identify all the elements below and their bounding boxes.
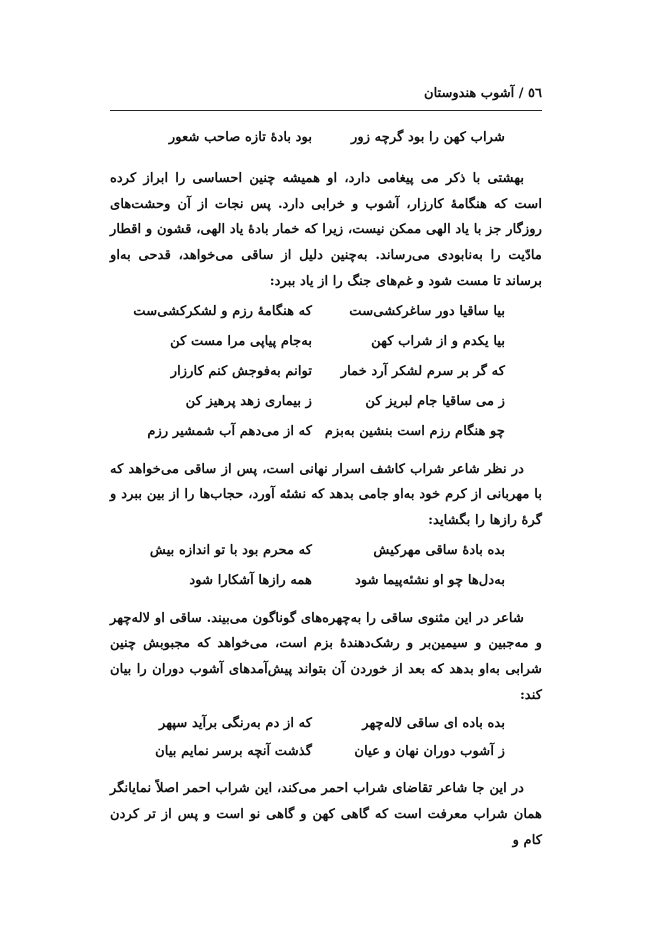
page-body (110, 122, 542, 854)
couplet (110, 566, 542, 596)
couplet (110, 327, 542, 357)
couplet (110, 536, 542, 566)
hemistich-second: بود بادهٔ تازه صاحب شعور (168, 130, 312, 145)
hemistich-second: ز بیماری زهد پرهیز کن (185, 393, 312, 409)
paragraph: در این جا شاعر تقاضای شراب احمر می‌کند، این شراب احمر اصلاً نمایانگر همان شراب معرفت است که گاهی کهن و گاهی نو است و پس از تر کردن کام و (110, 781, 542, 848)
running-header: ٥٦ / آشوب هندوستان (424, 86, 542, 101)
hemistich-first: به‌دل‌ها چو او نشئه‌پیما شود (354, 572, 505, 588)
paragraph: شاعر در این مثنوی ساقی را به‌چهره‌های گوناگون می‌بیند. ساقی او لاله‌چهر و مه‌جبین و سیمین‌بر و رشک‌دهندهٔ بزم است، می‌خواهد که مجبوبش چنین شرابی به‌او بدهد که بعد از خوردن آن بتواند پیش‌آمدهای آشوب دوران را بیان کند: (110, 610, 542, 703)
hemistich-second: همه رازها آشکارا شود (189, 572, 312, 588)
verse-block-2 (110, 536, 542, 596)
verse-block-3 (110, 710, 542, 766)
couplet (110, 297, 542, 327)
hemistich-first: بده باده ای ساقی لاله‌چهر (362, 716, 505, 732)
hemistich-first: چو هنگام رزم است بنشین به‌بزم (324, 423, 505, 439)
couplet (110, 357, 542, 387)
verse-block-1 (110, 297, 542, 447)
hemistich-first: بده بادهٔ ساقی مهرکیش (373, 542, 505, 558)
opening-couplet (110, 124, 542, 152)
hemistich-second: توانم به‌فوجش کنم کارزار (170, 363, 312, 379)
couplet (110, 710, 542, 738)
hemistich-first: بیا ساقیا دور ساغرکشی‌ست (349, 303, 505, 319)
hemistich-second: گذشت آنچه برسر نمایم بیان (155, 744, 312, 760)
couplet (110, 738, 542, 766)
hemistich-second: که محرم بود با تو اندازه بیش (149, 542, 312, 558)
couplet (110, 387, 542, 417)
paragraph: در نظر شاعر شراب کاشف اسرار نهانی است، پس از ساقی می‌خواهد که با مهربانی از کرم خود به‌او جامی بدهد که نشئه آورد، حجاب‌ها را از بین ببرد و گرهٔ رازها را بگشاید: (110, 461, 542, 528)
hemistich-second: که هنگامهٔ رزم و لشکرکشی‌ست (133, 303, 312, 319)
header-rule (110, 110, 542, 111)
couplet (110, 417, 542, 447)
paragraph: بهشتی با ذکر می پیغامی دارد، او همیشه چنین احساسی را ابراز کرده است که هنگامهٔ کارزار، آشوب و خرابی دارد. پس نجات از آن وحشت‌های روزگار جز با یاد الهی ممکن نیست، زیرا که خمار بادهٔ یاد الهی، قشون و اقطار مادّیت را به‌نابودی می‌رساند. به‌چنین دلیل از ساقی می‌خواهد، قدحی به‌او برساند تا مست شود و غم‌های جنگ را از یاد ببرد: (110, 171, 542, 289)
hemistich-first: ز آشوب دوران نهان و عیان (354, 744, 505, 760)
hemistich-first: ز می ساقیا جام لبریز کن (365, 393, 505, 409)
hemistich-first: بیا یکدم و از شراب کهن (371, 333, 505, 349)
couplet (110, 124, 542, 152)
hemistich-first: شراب کهن را بود گرچه زور (350, 130, 505, 145)
hemistich-second: که از می‌دهم آب شمشیر رزم (147, 423, 312, 439)
hemistich-second: که از دم به‌رنگی برآید سپهر (158, 716, 312, 732)
hemistich-first: که گر بر سرم لشکر آرد خمار (340, 363, 505, 379)
hemistich-second: به‌جام پیاپی مرا مست کن (170, 333, 312, 349)
